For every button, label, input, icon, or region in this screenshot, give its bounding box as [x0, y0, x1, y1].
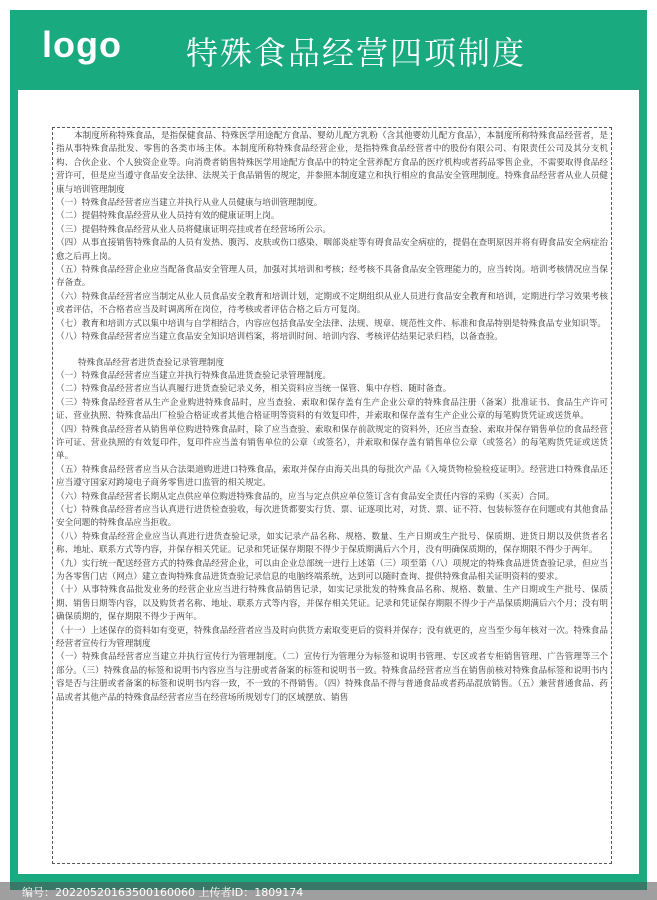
purchase-item-3: （三）特殊食品经营者从生产企业购进特殊食品时，应当查验、索取和保存盖有生产企业公章的特殊食品注册（备案）批准证书、食品生产许可证、营业执照、特殊食品出厂检验合格证或者其他合格证明等资料的有效复印件，并索取和保存盖有生产企业公章的每笔购货凭证或送货单。 [56, 397, 608, 422]
purchase-item-7: （七）特殊食品经营者应当认真进行进货检查验收，每次进货都要实行货、票、证逐项比对，对货、票、证不符、包装标签存在问题或有其他食品安全问题的特殊食品应当拒收。 [56, 504, 608, 529]
purchase-item-4: （四）特殊食品经营者从销售单位购进特殊食品时，除了应当查验、索取和保存前款规定的资料外，还应当查验、索取并保存销售单位的食品经营许可证、营业执照的有效复印件，复印件应当盖有销售单位的公章（或签名），并索取和保存盖有销售单位公章（或签名）的每笔购货凭证或送货单。 [56, 424, 608, 462]
watermark [22, 884, 303, 900]
document-body [52, 127, 612, 864]
section-intro [56, 130, 608, 345]
logo: logo [42, 24, 122, 65]
page-header [10, 10, 647, 90]
section-purchase-inspection [56, 357, 608, 706]
purchase-item-1: （一）特殊食品经营者应当建立并执行特殊食品进货查验记录管理制度。 [56, 370, 332, 381]
watermark-id: 20220520163500160060 [55, 886, 195, 899]
health-item-6: （六）特殊食品经营者应当制定从业人员食品安全教育和培训计划，定期或不定期组织从业人员进行食品安全教育和培训，定期进行学习效果考核或者评估，不合格者应当及时调离所在岗位，待考核或者评估合格之后方可复岗。 [56, 291, 608, 316]
purchase-item-9: （九）实行统一配送经营方式的特殊食品经营企业，可以由企业总部统一进行上述第（三）项至第（八）项规定的特殊食品进货查验记录，但应当为各零售门店（网点）建立查询特殊食品进货查验记录信息的电脑终端系统，达到可以随时查询、提供特殊食品相关证明资料的要求。 [56, 558, 608, 582]
purchase-item-8: （八）特殊食品经营企业应当认真进行进货查验记录，如实记录产品名称、规格、数量、生产日期或生产批号、保质期、进货日期以及供货者名称、地址、联系方式等内容，并保存相关凭证。记录和凭证保存期限不得少于保质期满后六个月，没有明确保质期的，保存期限不得少于两年。 [56, 531, 608, 556]
watermark-uploader-label: 上传者ID： [198, 886, 255, 899]
health-item-4: （四）从事直接销售特殊食品的人员有发热、腹泻、皮肤或伤口感染、咽部炎症等有碍食品安全病症的，提倡在查明原因并将有碍食品安全病症治愈之后再上岗。 [56, 238, 608, 262]
health-item-3: （三）提倡特殊食品经营从业人员将健康证明亮挂或者在经营场所公示。 [56, 224, 332, 235]
section-heading: 特殊食品经营者进货查验记录管理制度 [78, 357, 225, 368]
health-item-7: （七）教育和培训方式以集中培训与自学相结合，内容应包括食品安全法律、法规、规章、规范性文件、标准和食品特别是特殊食品专业知识等。 [56, 318, 607, 329]
purchase-item-10: （十）从事特殊食品批发业务的经营企业应当进行特殊食品销售记录，如实记录批发的特殊食品名称、规格、数量、生产日期或生产批号、保质期、销售日期等内容，以及购货者名称、地址、联系方式等内容，并保存相关凭证。记录和凭证保存期限不得少于产品保质期满后六个月；没有明确保质期的，保存期限不得少于两年。 [56, 585, 608, 623]
page-title: 特殊食品经营四项制度 [186, 34, 527, 72]
intro-paragraph: 本制度所称特殊食品，是指保健食品、特殊医学用途配方食品、婴幼儿配方乳粉（含其他婴幼儿配方食品），本制度所称特殊食品经营者，是指从事特殊食品批发、零售的各类市场主体。本制度所称特殊食品经营企业，是指特殊食品经营者中的股份有限公司、有限责任公司及其分支机构、合伙企业、个人独资企业等。向消费者销售特殊医学用途配方食品中的特定全营养配方食品的医疗机构或者药品零售企业，不需要取得食品经营许可，但是应当遵守食品安全法律、法规关于食品销售的规定，并参照本制度建立和执行相应的食品安全管理制度。特殊食品经营者从业人员健康与培训管理制度 [56, 131, 608, 195]
health-item-8: （八）特殊食品经营者应当建立食品安全知识培训档案，将培训时间、培训内容、考核评估结果记录归档，以备查验。 [56, 332, 503, 343]
purchase-item-5: （五）特殊食品经营者应当从合法渠道购进进口特殊食品，索取并保存由海关出具的每批次产品《入境货物检验检疫证明》。经营进口特殊食品还应当遵守国家对跨境电子商务零售进口监管的相关规定。 [56, 464, 608, 489]
health-item-2: （二）提倡特殊食品经营从业人员持有效的健康证明上岗。 [56, 211, 280, 222]
health-item-5: （五）特殊食品经营企业应当配备食品安全管理人员，加强对其培训和考核；经考核不具备食品安全管理能力的，应当转岗。培训考核情况应当保存备查。 [56, 265, 608, 289]
watermark-uploader-id: 1809174 [254, 886, 304, 899]
purchase-item-11: （十一）上述保存的资料如有变更，特殊食品经营者应当及时向供货方索取变更后的资料并保存；没有就更的，应当至少每年核对一次。特殊食品经营者宣传行为管理制度 [56, 625, 608, 650]
purchase-item-6: （六）特殊食品经营者长期从定点供应单位购进特殊食品的，应当与定点供应单位签订含有食品安全责任内容的采购（买卖）合同。 [56, 491, 555, 502]
purchase-item-2: （二）特殊食品经营者应当认真履行进货查验记录义务，相关资料应当统一保管、集中存档、随时备查。 [56, 384, 452, 395]
watermark-label: 编号： [22, 886, 55, 899]
promotion-items: （一）特殊食品经营者应当建立并执行宣传行为管理制度。（二）宣传行为管理分为标签和说明书管理、专区或者专柜销售管理、广告管理等三个部分。（三）特殊食品的标签和说明书内容应当与注册或者备案的标签和说明书一致。特殊食品经营者应当在销售前核对特殊食品标签和说明书内容是否与注册或者备案的标签和说明书内容一致，不一致的不得销售。（四）特殊食品不得与普通食品或者药品混放销售。（五）兼营普通食品、药品或者其他产品的特殊食品经营者应当在经营场所规划专门的区域摆放、销售 [56, 652, 608, 703]
health-item-1: （一）特殊食品经营者应当建立并执行从业人员健康与培训管理制度。 [56, 198, 323, 209]
